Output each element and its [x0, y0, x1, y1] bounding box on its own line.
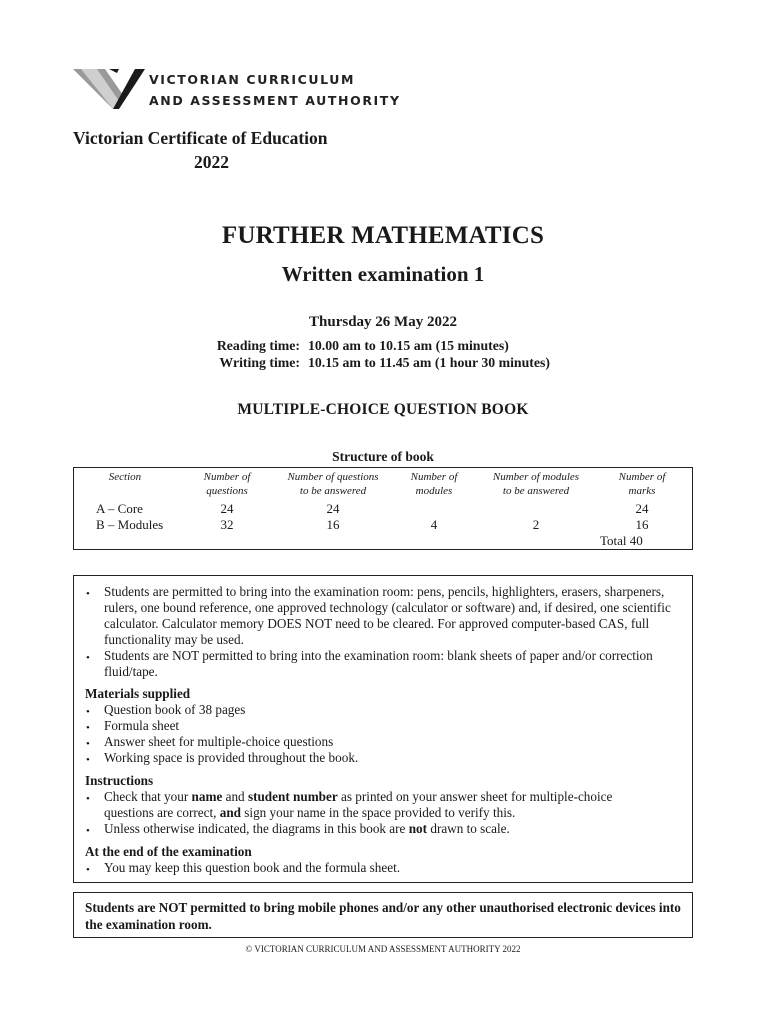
materials-item: Working space is provided throughout the book. [104, 750, 359, 765]
writing-time-value: 10.15 am to 11.45 am (1 hour 30 minutes) [308, 355, 550, 370]
bullet: • [86, 738, 90, 750]
row2-section: B – Modules [96, 517, 164, 532]
row2-num-questions: 32 [220, 517, 234, 532]
header-section: Section [108, 471, 142, 483]
materials-item: Answer sheet for multiple-choice questions [104, 734, 334, 749]
bullet: • [86, 825, 90, 837]
not-permitted-items-text: Students are NOT permitted to bring into the examination room: blank sheets of paper and/or correction fluid/tape. [104, 648, 653, 680]
row2-marks: 16 [635, 517, 649, 532]
end-item: You may keep this question book and the formula sheet. [104, 860, 401, 875]
phones-notice-box [73, 892, 693, 938]
header-num-questions: Number of questions [203, 471, 251, 497]
copyright-footer: © VICTORIAN CURRICULUM AND ASSESSMENT AUTHORITY 2022 [245, 944, 521, 954]
row2-modules-answered: 2 [532, 517, 540, 532]
vcaa-chevron-icon [73, 67, 145, 111]
structure-table [73, 467, 693, 550]
row2-num-modules: 4 [430, 517, 438, 532]
writing-time-label: Writing time: [219, 355, 300, 370]
subject-title: FURTHER MATHEMATICS [221, 222, 545, 249]
bullet: • [86, 652, 90, 664]
logo-line-1: VICTORIAN CURRICULUM [149, 72, 356, 87]
instructions-heading: Instructions [85, 773, 154, 788]
materials-item: Formula sheet [104, 718, 180, 733]
bullet: • [86, 722, 90, 734]
header-num-modules: Number of modules [410, 471, 458, 497]
book-title: MULTIPLE-CHOICE QUESTION BOOK [237, 401, 529, 418]
bullet: • [86, 706, 90, 718]
header-modules-answered: Number of modules to be answered [492, 471, 580, 497]
row1-questions-answered: 24 [326, 501, 340, 516]
phones-notice-text: Students are NOT permitted to bring mobile phones and/or any other unauthorised electronic devices into the examination room. [85, 900, 681, 932]
structure-caption: Structure of book [332, 449, 434, 464]
paper-title: Written examination 1 [281, 262, 485, 286]
certificate-year: 2022 [194, 152, 229, 172]
certificate-title: Victorian Certificate of Education [73, 128, 328, 148]
vcaa-logo [73, 67, 401, 111]
materials-heading: Materials supplied [85, 686, 191, 701]
bullet: • [86, 588, 90, 600]
reading-time-label: Reading time: [216, 338, 300, 353]
permitted-items-text: Students are permitted to bring into the examination room: pens, pencils, highlighters, erasers, sharpeners, rulers, one bound reference, one approved technology (calculator or software) and, if desired, one scientific calculator. Calculator memory DOES NOT need to be cleared. For approved computer-based CAS, full functionality may be used. [104, 584, 671, 648]
row2-questions-answered: 16 [326, 517, 340, 532]
row1-marks: 24 [635, 501, 649, 516]
materials-item: Question book of 38 pages [104, 702, 246, 717]
exam-times [0, 338, 766, 374]
row1-section: A – Core [96, 501, 143, 516]
header-marks: Number of marks [618, 471, 666, 497]
bullet: • [86, 864, 90, 876]
instruction-diagrams: Unless otherwise indicated, the diagrams in this book are not drawn to scale. [104, 821, 510, 836]
row1-num-questions: 24 [220, 501, 234, 516]
logo-line-2: AND ASSESSMENT AUTHORITY [149, 93, 401, 108]
end-heading: At the end of the examination [85, 844, 252, 859]
total-marks: Total 40 [600, 533, 643, 548]
bullet: • [86, 754, 90, 766]
information-box [73, 575, 693, 883]
bullet: • [86, 793, 90, 805]
header-questions-answered: Number of questions to be answered [287, 471, 379, 497]
instruction-check-details: Check that your name and student number as printed on your answer sheet for multiple-choice questions are correct, and sign your name in the space provided to verify this. [104, 789, 613, 821]
reading-time-value: 10.00 am to 10.15 am (15 minutes) [308, 338, 509, 353]
exam-date: Thursday 26 May 2022 [309, 314, 457, 330]
